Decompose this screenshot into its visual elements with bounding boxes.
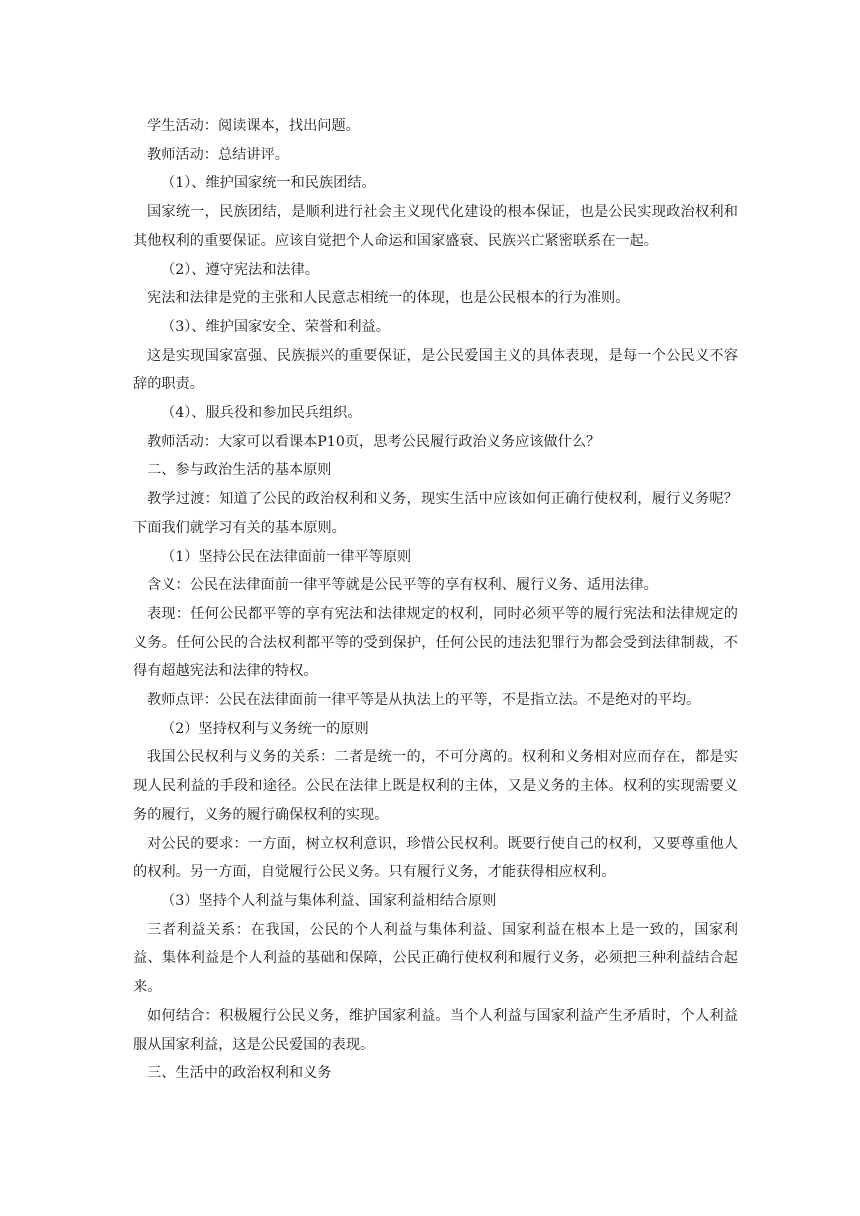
document-body [133,112,738,1088]
paragraph-student-activity: 学生活动：阅读课本，找出问题。 [147,118,360,134]
paragraph-security: 这是实现国家富强、民族振兴的重要保证，是公民爱国主义的具体表现，是每一个公民义不容辞的职责。 [133,347,738,393]
list-item-2: （2）、遵守宪法和法律。 [161,261,319,278]
paragraph-teacher-activity: 教师活动：总结讲评。 [147,146,289,163]
principle-2-heading: （2）坚持权利与义务统一的原则 [161,720,369,737]
paragraph-interests-relation: 三者利益关系：在我国，公民的个人利益与集体利益、国家利益在根本上是一致的，国家利益、集体利益是个人利益的基础和保障，公民正确行使权利和履行义务，必须把三种利益结合起来。 [133,921,738,996]
paragraph-how-combine: 如何结合：积极履行公民义务，维护国家利益。当个人利益与国家利益产生矛盾时，个人利益服从国家利益，这是公民爱国的表现。 [133,1007,738,1053]
paragraph-teacher-question: 教师活动：大家可以看课本P10页，思考公民履行政治义务应该做什么？ [147,433,601,450]
paragraph-rights-duties: 我国公民权利与义务的关系：二者是统一的，不可分离的。权利和义务相对应而存在，都是实现人民利益的手段和途径。公民在法律上既是权利的主体，又是义务的主体。权利的实现需要义务的履行，义务的履行确保权利的实现。 [133,749,738,823]
paragraph-requirements: 对公民的要求：一方面，树立权利意识，珍惜公民权利。既要行使自己的权利，又要尊重他人的权利。另一方面，自觉履行公民义务。只有履行义务，才能获得相应权利。 [133,835,738,881]
paragraph-constitution: 宪法和法律是党的主张和人民意志相统一的体现，也是公民根本的行为准则。 [147,290,630,307]
list-item-1: （1）、维护国家统一和民族团结。 [161,175,376,192]
paragraph-transition: 教学过渡：知道了公民的政治权利和义务，现实生活中应该如何正确行使权利，履行义务呢？下面我们就学习有关的基本原则。 [133,491,738,536]
paragraph-unity: 国家统一，民族团结，是顺利进行社会主义现代化建设的根本保证，也是公民实现政治权利和其他权利的重要保证。应该自觉把个人命运和国家盛衰、民族兴亡紧密联系在一起。 [133,204,738,249]
list-item-3: （3）、维护国家安全、荣誉和利益。 [161,318,390,335]
section-heading-2: 二、参与政治生活的基本原则 [147,462,332,479]
section-heading-3: 三、生活中的政治权利和义务 [147,1065,332,1082]
principle-3-heading: （3）坚持个人利益与集体利益、国家利益相结合原则 [161,892,497,909]
paragraph-teacher-comment: 教师点评：公民在法律面前一律平等是从执法上的平等，不是指立法。不是绝对的平均。 [147,692,701,709]
paragraph-manifestation: 表现：任何公民都平等的享有宪法和法律规定的权利，同时必须平等的履行宪法和法律规定的义务。任何公民的合法权利都平等的受到保护，任何公民的违法犯罪行为都会受到法律制裁，不得有超越宪法和法律的特权。 [133,605,738,680]
list-item-4: （4）、服兵役和参加民兵组织。 [161,405,362,422]
principle-1-heading: （1）坚持公民在法律面前一律平等原则 [161,548,412,565]
paragraph-meaning: 含义：公民在法律面前一律平等就是公民平等的享有权利、履行义务、适用法律。 [147,577,658,594]
